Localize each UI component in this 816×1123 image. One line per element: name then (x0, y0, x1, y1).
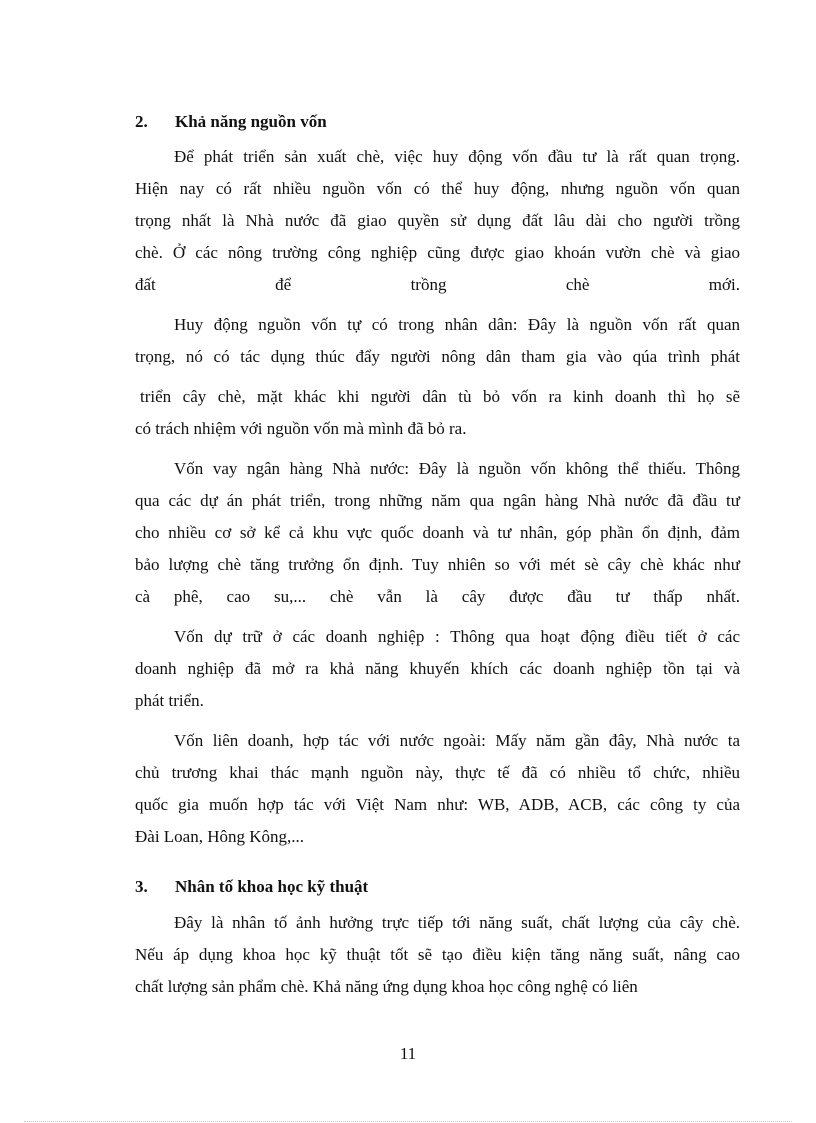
page-bottom-divider (24, 1121, 792, 1122)
paragraph-line: qua các dự án phát triển, trong những năm qua ngân hàng Nhà nước đã đầu tư (135, 491, 740, 510)
paragraph-line: Đây là nhân tố ảnh hưởng trực tiếp tới năng suất, chất lượng của cây chè. (174, 913, 740, 932)
paragraph-line: trọng, nó có tác dụng thúc đẩy người nông dân tham gia vào qúa trình phát (135, 347, 740, 366)
paragraph-line: phát triển. (135, 691, 204, 710)
paragraph-line: triển cây chè, mặt khác khi người dân tù bỏ vốn ra kinh doanh thì họ sẽ (140, 387, 740, 406)
paragraph-line: Huy động nguồn vốn tự có trong nhân dân: Đây là nguồn vốn rất quan (174, 315, 740, 334)
paragraph-line: cà phê, cao su,... chè vẫn là cây được đầu tư thấp nhất. (135, 587, 740, 606)
section-3-title: Nhân tố khoa học kỹ thuật (175, 877, 369, 896)
paragraph-line: quốc gia muốn hợp tác với Việt Nam như: WB, ADB, ACB, các công ty của (135, 795, 740, 814)
section-3-number: 3. (135, 877, 148, 896)
paragraph-line: chè. Ở các nông trường công nghiệp cũng được giao khoán vườn chè và giao (135, 243, 740, 262)
page-number: 11 (399, 1044, 417, 1063)
paragraph-line: Nếu áp dụng khoa học kỹ thuật tốt sẽ tạo điều kiện tăng năng suất, nâng cao (135, 945, 740, 964)
paragraph-line: Để phát triển sản xuất chè, việc huy động vốn đầu tư là rất quan trọng. (174, 147, 740, 166)
paragraph-line: chủ trương khai thác mạnh nguồn này, thực tế đã có nhiều tổ chức, nhiều (135, 763, 740, 782)
paragraph-line: Đài Loan, Hông Kông,... (135, 827, 305, 846)
paragraph-line: có trách nhiệm với nguồn vốn mà mình đã bỏ ra. (135, 419, 467, 438)
paragraph-line: chất lượng sản phẩm chè. Khả năng ứng dụng khoa học công nghệ có liên (135, 977, 638, 996)
section-2-number: 2. (135, 112, 148, 131)
paragraph-line: Hiện nay có rất nhiều nguồn vốn có thể huy động, nhưng nguồn vốn quan (135, 179, 740, 198)
paragraph-line: Vốn liên doanh, hợp tác với nước ngoài: Mấy năm gần đây, Nhà nước ta (174, 731, 740, 750)
section-3-heading (135, 876, 368, 898)
section-2-heading (135, 111, 327, 133)
paragraph-line: đất để trồng chè mới. (135, 275, 740, 294)
paragraph-line: Vốn vay ngân hàng Nhà nước: Đây là nguồn vốn không thể thiếu. Thông (174, 459, 740, 478)
paragraph-line: trọng nhất là Nhà nước đã giao quyền sử dụng đất lâu dài cho người trồng (135, 211, 740, 230)
section-2-title: Khả năng nguồn vốn (175, 112, 327, 131)
paragraph-line: Vốn dự trữ ở các doanh nghiệp : Thông qua hoạt động điều tiết ở các (174, 627, 740, 646)
paragraph-line: doanh nghiệp đã mở ra khả năng khuyến khích các doanh nghiệp tồn tại và (135, 659, 740, 678)
paragraph-line: bảo lượng chè tăng trưởng ổn định. Tuy nhiên so với mét sè cây chè khác như (135, 555, 740, 574)
paragraph-line: cho nhiều cơ sở kể cả khu vực quốc doanh và tư nhân, góp phần ổn định, đảm (135, 523, 740, 542)
